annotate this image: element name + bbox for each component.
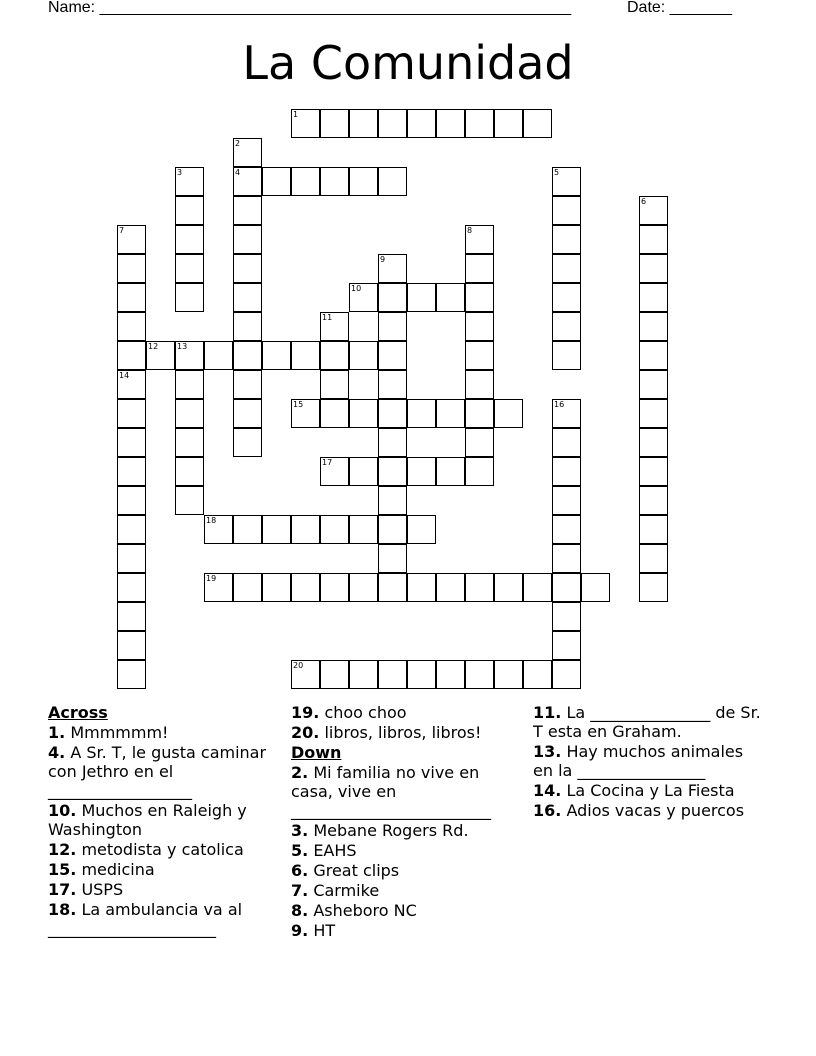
crossword-cell[interactable] (349, 660, 378, 689)
crossword-cell[interactable] (407, 399, 436, 428)
crossword-cell[interactable] (291, 167, 320, 196)
crossword-cell[interactable] (639, 341, 668, 370)
date-line (627, 0, 732, 17)
crossword-cell[interactable] (552, 225, 581, 254)
crossword-cell[interactable] (639, 370, 668, 399)
clue-number: 9. (291, 921, 309, 940)
crossword-cell[interactable] (639, 399, 668, 428)
clue-text: La ambulancia va al _____________________ (48, 900, 243, 938)
crossword-cell[interactable] (378, 341, 407, 370)
crossword-cell[interactable] (233, 428, 262, 457)
crossword-cell[interactable] (436, 573, 465, 602)
crossword-cell[interactable] (117, 660, 146, 689)
clue-number: 5. (291, 841, 309, 860)
clue-number-label: 20 (293, 661, 304, 670)
clues-column-3 (533, 703, 765, 821)
crossword-cell[interactable] (552, 399, 581, 428)
crossword-cell[interactable] (175, 341, 204, 370)
clue-text: Asheboro NC (313, 901, 417, 920)
crossword-cell[interactable] (639, 283, 668, 312)
clue-number: 17. (48, 880, 77, 899)
crossword-cell[interactable] (639, 312, 668, 341)
crossword-cell[interactable] (233, 399, 262, 428)
crossword-cell[interactable] (291, 660, 320, 689)
clue-item (291, 901, 523, 920)
crossword-cell[interactable] (465, 457, 494, 486)
date-label: Date: (627, 0, 670, 16)
date-field[interactable]: _______ (669, 0, 732, 16)
clue-text: Muchos en Raleigh y Washington (48, 801, 247, 839)
crossword-cell[interactable] (436, 399, 465, 428)
crossword-cell[interactable] (552, 631, 581, 660)
clue-number-label: 13 (177, 342, 188, 351)
clue-number: 6. (291, 861, 309, 880)
crossword-cell[interactable] (320, 341, 349, 370)
crossword-cell[interactable] (117, 399, 146, 428)
crossword-cell[interactable] (349, 399, 378, 428)
crossword-cell[interactable] (262, 515, 291, 544)
crossword-cell[interactable] (320, 167, 349, 196)
clue-number: 14. (533, 781, 562, 800)
crossword-cell[interactable] (639, 196, 668, 225)
crossword-cell[interactable] (378, 109, 407, 138)
clue-text: Mmmmmm! (70, 723, 169, 742)
crossword-cell[interactable] (117, 225, 146, 254)
clue-text: Great clips (313, 861, 400, 880)
crossword-cell[interactable] (494, 109, 523, 138)
crossword-cell[interactable] (552, 312, 581, 341)
crossword-cell[interactable] (407, 515, 436, 544)
across-heading: Across (48, 703, 108, 722)
crossword-cell[interactable] (320, 457, 349, 486)
clue-item (533, 781, 765, 800)
crossword-cell[interactable] (552, 428, 581, 457)
clue-number: 20. (291, 723, 320, 742)
page-title: La Comunidad (242, 36, 574, 90)
clue-number: 7. (291, 881, 309, 900)
crossword-cell[interactable] (349, 167, 378, 196)
clue-number: 2. (291, 763, 309, 782)
crossword-cell[interactable] (465, 573, 494, 602)
clue-item (48, 723, 276, 742)
clue-number-label: 15 (293, 400, 304, 409)
clue-number-label: 3 (177, 168, 183, 177)
clue-text: HT (313, 921, 336, 940)
clue-text: medicina (81, 860, 155, 879)
clue-number: 8. (291, 901, 309, 920)
clue-item (48, 801, 276, 839)
clue-number-label: 10 (351, 284, 362, 293)
clue-number: 4. (48, 743, 66, 762)
crossword-cell[interactable] (349, 341, 378, 370)
crossword-cell[interactable] (117, 602, 146, 631)
crossword-cell[interactable] (407, 283, 436, 312)
crossword-cell[interactable] (175, 225, 204, 254)
crossword-cell[interactable] (523, 660, 552, 689)
clue-text: Mebane Rogers Rd. (313, 821, 469, 840)
crossword-cell[interactable] (378, 370, 407, 399)
crossword-cell[interactable] (436, 660, 465, 689)
crossword-cell[interactable] (639, 254, 668, 283)
crossword-cell[interactable] (465, 283, 494, 312)
crossword-cell[interactable] (117, 631, 146, 660)
crossword-cell[interactable] (639, 486, 668, 515)
crossword-cell[interactable] (378, 254, 407, 283)
crossword-cell[interactable] (552, 254, 581, 283)
crossword-cell[interactable] (117, 283, 146, 312)
crossword-cell[interactable] (552, 544, 581, 573)
clue-number-label: 19 (206, 574, 217, 583)
clue-number: 11. (533, 703, 562, 722)
crossword-cell[interactable] (291, 515, 320, 544)
crossword-cell[interactable] (204, 573, 233, 602)
clue-number-label: 4 (235, 168, 241, 177)
crossword-cell[interactable] (233, 196, 262, 225)
crossword-cell[interactable] (465, 428, 494, 457)
clues-column-1 (48, 703, 276, 939)
clue-number-label: 14 (119, 371, 130, 380)
crossword-cell[interactable] (523, 573, 552, 602)
crossword-cell[interactable] (349, 109, 378, 138)
crossword-cell[interactable] (552, 341, 581, 370)
clue-number-label: 8 (467, 226, 473, 235)
crossword-cell[interactable] (262, 167, 291, 196)
clue-item (291, 821, 523, 840)
crossword-cell[interactable] (639, 457, 668, 486)
crossword-cell[interactable] (291, 573, 320, 602)
crossword-cell[interactable] (639, 225, 668, 254)
clue-item (48, 743, 276, 800)
crossword-cell[interactable] (378, 515, 407, 544)
crossword-cell[interactable] (465, 225, 494, 254)
crossword-cell[interactable] (175, 486, 204, 515)
clue-number: 10. (48, 801, 77, 820)
clues-column-2 (291, 703, 523, 941)
crossword-cell[interactable] (436, 283, 465, 312)
crossword-cell[interactable] (117, 457, 146, 486)
crossword-cell[interactable] (233, 283, 262, 312)
crossword-cell[interactable] (494, 660, 523, 689)
crossword-cell[interactable] (378, 167, 407, 196)
clue-number-label: 2 (235, 139, 241, 148)
clue-item (48, 880, 276, 899)
crossword-cell[interactable] (378, 573, 407, 602)
clue-item (291, 703, 523, 722)
crossword-cell[interactable] (407, 457, 436, 486)
crossword-cell[interactable] (465, 370, 494, 399)
crossword-cell[interactable] (175, 457, 204, 486)
crossword-cell[interactable] (465, 109, 494, 138)
crossword-cell[interactable] (552, 196, 581, 225)
crossword-cell[interactable] (378, 283, 407, 312)
clue-text: USPS (81, 880, 124, 899)
crossword-cell[interactable] (552, 167, 581, 196)
clue-text: Mi familia no vive en casa, vive en _________________________ (291, 763, 491, 820)
crossword-cell[interactable] (552, 515, 581, 544)
crossword-cell[interactable] (349, 573, 378, 602)
clue-number-label: 5 (554, 168, 560, 177)
crossword-cell[interactable] (552, 660, 581, 689)
clue-text: Carmike (313, 881, 380, 900)
clue-text: EAHS (313, 841, 357, 860)
crossword-cell[interactable] (175, 254, 204, 283)
clue-item (291, 921, 523, 940)
clue-text: La Cocina y La Fiesta (566, 781, 735, 800)
down-heading: Down (291, 743, 342, 762)
crossword-cell[interactable] (175, 370, 204, 399)
crossword-cell[interactable] (552, 283, 581, 312)
crossword-cell[interactable] (204, 515, 233, 544)
crossword-cell[interactable] (581, 573, 610, 602)
crossword-cell[interactable] (233, 515, 262, 544)
clue-item (291, 841, 523, 860)
clue-number: 18. (48, 900, 77, 919)
crossword-cell[interactable] (552, 486, 581, 515)
crossword-cell[interactable] (117, 428, 146, 457)
crossword-cell[interactable] (378, 660, 407, 689)
clue-text: Adios vacas y puercos (566, 801, 745, 820)
crossword-cell[interactable] (204, 341, 233, 370)
crossword-cell[interactable] (465, 660, 494, 689)
clue-number-label: 6 (641, 197, 647, 206)
crossword-cell[interactable] (233, 341, 262, 370)
crossword-cell[interactable] (117, 341, 146, 370)
crossword-cell[interactable] (494, 573, 523, 602)
crossword-cell[interactable] (523, 109, 552, 138)
clue-number-label: 11 (322, 313, 333, 322)
clue-number: 12. (48, 840, 77, 859)
crossword-cell[interactable] (378, 399, 407, 428)
crossword-cell[interactable] (465, 254, 494, 283)
clue-item (291, 723, 523, 742)
clue-item (533, 742, 765, 780)
clue-number-label: 16 (554, 400, 565, 409)
crossword-cell[interactable] (349, 283, 378, 312)
name-line (48, 0, 571, 17)
crossword-cell[interactable] (233, 254, 262, 283)
crossword-cell[interactable] (175, 283, 204, 312)
clue-number: 19. (291, 703, 320, 722)
crossword-cell[interactable] (233, 167, 262, 196)
crossword-cell[interactable] (320, 312, 349, 341)
clue-number: 3. (291, 821, 309, 840)
clue-item (48, 900, 276, 938)
clue-item (291, 881, 523, 900)
crossword-cell[interactable] (233, 573, 262, 602)
crossword-cell[interactable] (233, 370, 262, 399)
clue-item (48, 840, 276, 859)
crossword-cell[interactable] (175, 196, 204, 225)
crossword-cell[interactable] (639, 428, 668, 457)
crossword-cell[interactable] (378, 457, 407, 486)
crossword-cell[interactable] (175, 399, 204, 428)
clue-item (291, 763, 523, 820)
crossword-cell[interactable] (465, 399, 494, 428)
crossword-cell[interactable] (320, 109, 349, 138)
clue-number-label: 17 (322, 458, 333, 467)
crossword-cell[interactable] (378, 428, 407, 457)
crossword-cell[interactable] (552, 602, 581, 631)
clue-item (533, 801, 765, 820)
crossword-cell[interactable] (320, 515, 349, 544)
clue-item (48, 860, 276, 879)
clue-number-label: 12 (148, 342, 159, 351)
crossword-cell[interactable] (407, 573, 436, 602)
crossword-cell[interactable] (291, 341, 320, 370)
clue-text: Hay muchos animales en la ________________ (533, 742, 744, 780)
crossword-cell[interactable] (436, 109, 465, 138)
clue-number: 15. (48, 860, 77, 879)
crossword-cell[interactable] (262, 573, 291, 602)
crossword-cell[interactable] (291, 109, 320, 138)
crossword-cell[interactable] (552, 457, 581, 486)
clue-number: 1. (48, 723, 66, 742)
crossword-cell[interactable] (117, 312, 146, 341)
crossword-cell[interactable] (465, 341, 494, 370)
clue-text: choo choo (324, 703, 407, 722)
crossword-cell[interactable] (494, 399, 523, 428)
crossword-cell[interactable] (320, 660, 349, 689)
crossword-cell[interactable] (233, 312, 262, 341)
crossword-cell[interactable] (320, 370, 349, 399)
clue-number: 13. (533, 742, 562, 761)
crossword-cell[interactable] (117, 573, 146, 602)
crossword-cell[interactable] (146, 341, 175, 370)
crossword-cell[interactable] (291, 399, 320, 428)
crossword-cell[interactable] (320, 399, 349, 428)
crossword-cell[interactable] (262, 341, 291, 370)
crossword-cell[interactable] (175, 167, 204, 196)
crossword-cell[interactable] (117, 370, 146, 399)
name-field[interactable]: _____________________________________________________ (99, 0, 572, 16)
crossword-cell[interactable] (639, 515, 668, 544)
crossword-cell[interactable] (117, 486, 146, 515)
crossword-cell[interactable] (349, 457, 378, 486)
clue-item (533, 703, 765, 741)
crossword-cell[interactable] (117, 254, 146, 283)
clue-number-label: 18 (206, 516, 217, 525)
name-label: Name: (48, 0, 100, 16)
crossword-cell[interactable] (378, 312, 407, 341)
clue-item (291, 861, 523, 880)
crossword-cell[interactable] (639, 573, 668, 602)
crossword-cell[interactable] (436, 457, 465, 486)
crossword-cell[interactable] (320, 573, 349, 602)
crossword-cell[interactable] (407, 660, 436, 689)
clue-number-label: 9 (380, 255, 386, 264)
crossword-cell[interactable] (349, 515, 378, 544)
crossword-cell[interactable] (378, 486, 407, 515)
crossword-cell[interactable] (175, 428, 204, 457)
clue-number-label: 7 (119, 226, 125, 235)
crossword-cell[interactable] (407, 109, 436, 138)
clue-text: metodista y catolica (81, 840, 244, 859)
clue-text: libros, libros, libros! (324, 723, 482, 742)
crossword-cell[interactable] (639, 544, 668, 573)
crossword-cell[interactable] (552, 573, 581, 602)
crossword-cell[interactable] (117, 544, 146, 573)
clue-text: La _______________ de Sr. T esta en Graham. (533, 703, 761, 741)
crossword-cell[interactable] (233, 138, 262, 167)
crossword-cell[interactable] (465, 312, 494, 341)
crossword-cell[interactable] (378, 544, 407, 573)
clue-text: A Sr. T, le gusta caminar con Jethro en el __________________ (48, 743, 267, 800)
clue-number-label: 1 (293, 110, 299, 119)
clue-number: 16. (533, 801, 562, 820)
crossword-cell[interactable] (233, 225, 262, 254)
crossword-cell[interactable] (117, 515, 146, 544)
